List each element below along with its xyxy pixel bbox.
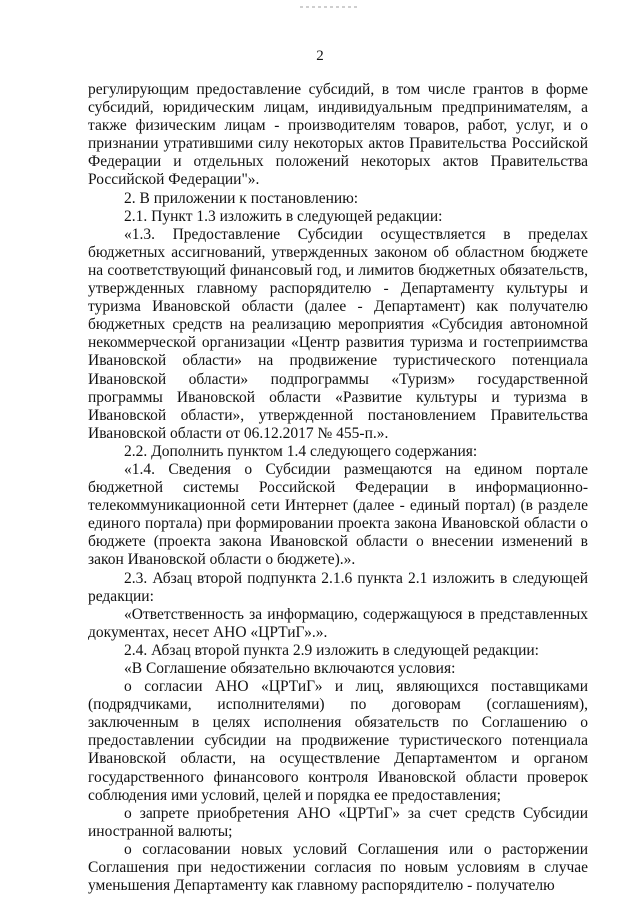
paragraph: «Ответственность за информацию, содержащуюся в представленных документах, несет АНО «ЦРТиГ».». [88,605,588,641]
scan-artifact [300,6,360,8]
page-number: 2 [316,48,324,64]
paragraph: 2.3. Абзац второй подпункта 2.1.6 пункта 2.1 изложить в следующей редакции: [88,569,588,605]
paragraph: 2.1. Пункт 1.3 изложить в следующей редакции: [124,207,443,225]
paragraph: регулирующим предоставление субсидий, в том числе грантов в форме субсидий, юридическим лицам, индивидуальным предпринимателям, а также физическим лицам - производителям товаров, работ, услуг, и о признании утратившими силу некоторых актов Правительства Российской Федерации и отдельных положений некоторых актов Правительства Российской Федерации"». [88,81,588,189]
paragraph: «В Соглашение обязательно включаются условия: [124,660,456,677]
paragraph: «1.3. Предоставление Субсидии осуществляется в пределах бюджетных ассигнований, утвержденных законом об областном бюджете на соответствующий финансовый год, и лимитов бюджетных обязательств, утвержденных главному распорядителю - Департаменту культуры и туризма Ивановской области (далее - Департамент) как получателю бюджетных средств на реализацию мероприятия «Субсидия автономной некоммерческой организации «Центр развития туризма и гостеприимства Ивановской области» на продвижение туристического потенциала Ивановской области» подпрограммы «Туризм» государственной программы Ивановской области «Развитие культуры и туризма в Ивановской области», утвержденной постановлением Правительства Ивановской области от 06.12.2017 № 455-п.». [88,225,588,442]
paragraph: о согласовании новых условий Соглашения или о расторжении Соглашения при недостижении согласия по новым условиям в случае уменьшения Департаменту как главному распорядителю - получателю [88,840,588,895]
paragraph: о согласии АНО «ЦРТиГ» и лиц, являющихся поставщиками (подрядчиками, исполнителями) по договорам (соглашениям), заключенным в целях исполнения обязательств по Соглашению о предоставлении субсидии на продвижение туристического потенциала Ивановской области, на осуществление Департаментом и органом государственного финансового контроля Ивановской области проверок соблюдения ими условий, целей и порядка ее предоставления; [88,678,588,804]
paragraph: «1.4. Сведения о Субсидии размещаются на едином портале бюджетной системы Российской Федерации в информационно-телекоммуникационной сети Интернет (далее - единый портал) (в разделе единого портала) при формировании проекта закона Ивановской области о бюджете (проекта закона Ивановской области о внесении изменений в закон Ивановской области о бюджете).». [88,460,588,569]
paragraph: о запрете приобретения АНО «ЦРТиГ» за счет средств Субсидии иностранной валюты; [88,804,588,840]
paragraph: 2. В приложении к постановлению: [124,189,359,207]
document-body [88,81,588,895]
paragraph: 2.4. Абзац второй пункта 2.9 изложить в следующей редакции: [124,641,539,659]
paragraph: 2.2. Дополнить пунктом 1.4 следующего содержания: [124,442,478,460]
